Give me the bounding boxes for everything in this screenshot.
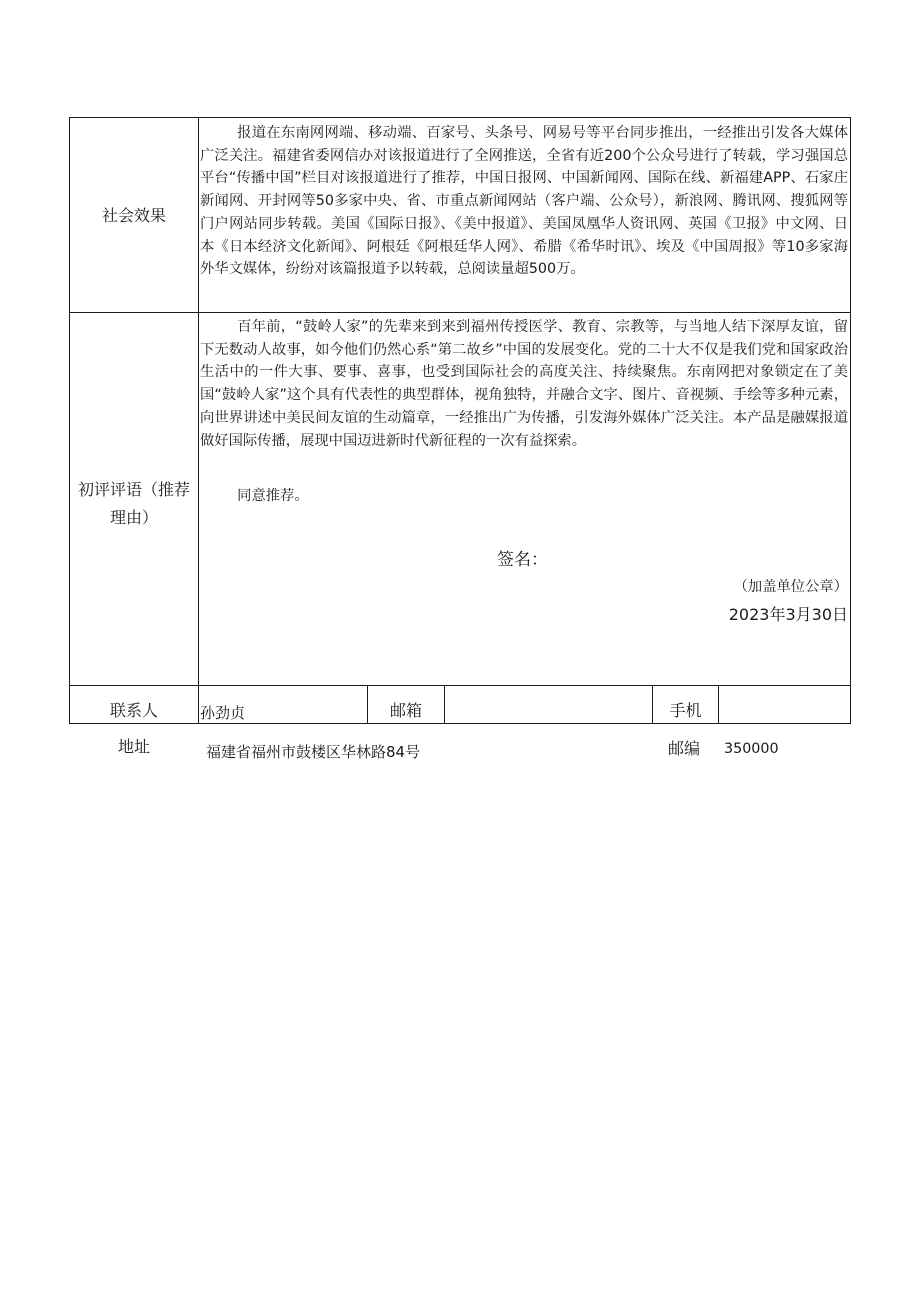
address-label: 地址 — [117, 737, 150, 756]
table-right-border — [850, 117, 851, 724]
column-divider — [718, 685, 719, 724]
postcode-value: 350000 — [724, 741, 779, 757]
address-value: 福建省福州市鼓楼区华林路84号 — [206, 743, 421, 761]
row-divider — [69, 312, 851, 313]
review-agree-text: 同意推荐。 — [237, 488, 309, 504]
postcode-label: 邮编 — [668, 739, 701, 758]
social-effect-label: 社会效果 — [101, 206, 166, 225]
email-label: 邮箱 — [389, 701, 422, 720]
phone-label: 手机 — [669, 701, 702, 720]
column-divider — [444, 685, 445, 724]
row-divider — [69, 685, 851, 686]
contact-name: 孙劲贞 — [200, 704, 246, 722]
review-label: 初评评语（推荐理由） — [77, 480, 190, 527]
review-text: 百年前，“鼓岭人家”的先辈来到来到福州传授医学、教育、宗教等，与当地人结下深厚友谊，留下无数动人故事，如今他们仍然心系“第二故乡”中国的发展变化。党的二十大不仅是我们党和国家政治生活中的一件大事、要事、喜事，也受到国际社会的高度关注、持续聚焦。东南网把对象锁定在了美国“鼓岭人家”这个具有代表性的典型群体，视角独特，并融合文字、图片、音视频、手绘等多种元素，向世界讲述中美民间友谊的生动篇章，一经推出广为传播，引发海外媒体广泛关注。本产品是融媒报道做好国际传播，展现中国迈进新时代新征程的一次有益探索。 — [200, 319, 848, 449]
column-divider — [198, 117, 199, 724]
table-top-border — [69, 117, 851, 118]
contact-label: 联系人 — [109, 701, 158, 720]
seal-note: （加盖单位公章） — [733, 579, 848, 595]
signature-label: 签名： — [497, 550, 548, 570]
social-effect-text: 报道在东南网网端、移动端、百家号、头条号、网易号等平台同步推出，一经推出引发各大媒体广泛关注。福建省委网信办对该报道进行了全网推送，全省有近200个公众号进行了转载，学习强国总平台“传播中国”栏目对该报道进行了推荐，中国日报网、中国新闻网、国际在线、新福建APP、石家庄新闻网、开封网等50多家中央、省、市重点新闻网站（客户端、公众号），新浪网、腾讯网、搜狐网等门户网站同步转载。美国《国际日报》、《美中报道》、美国凤凰华人资讯网、英国《卫报》中文网、日本《日本经济文化新闻》、阿根廷《阿根廷华人网》、希腊《希华时讯》、埃及《中国周报》等10多家海外华文媒体，纷纷对该篇报道予以转载，总阅读量超500万。 — [200, 125, 848, 278]
date-text: 2023年3月30日 — [728, 605, 848, 624]
